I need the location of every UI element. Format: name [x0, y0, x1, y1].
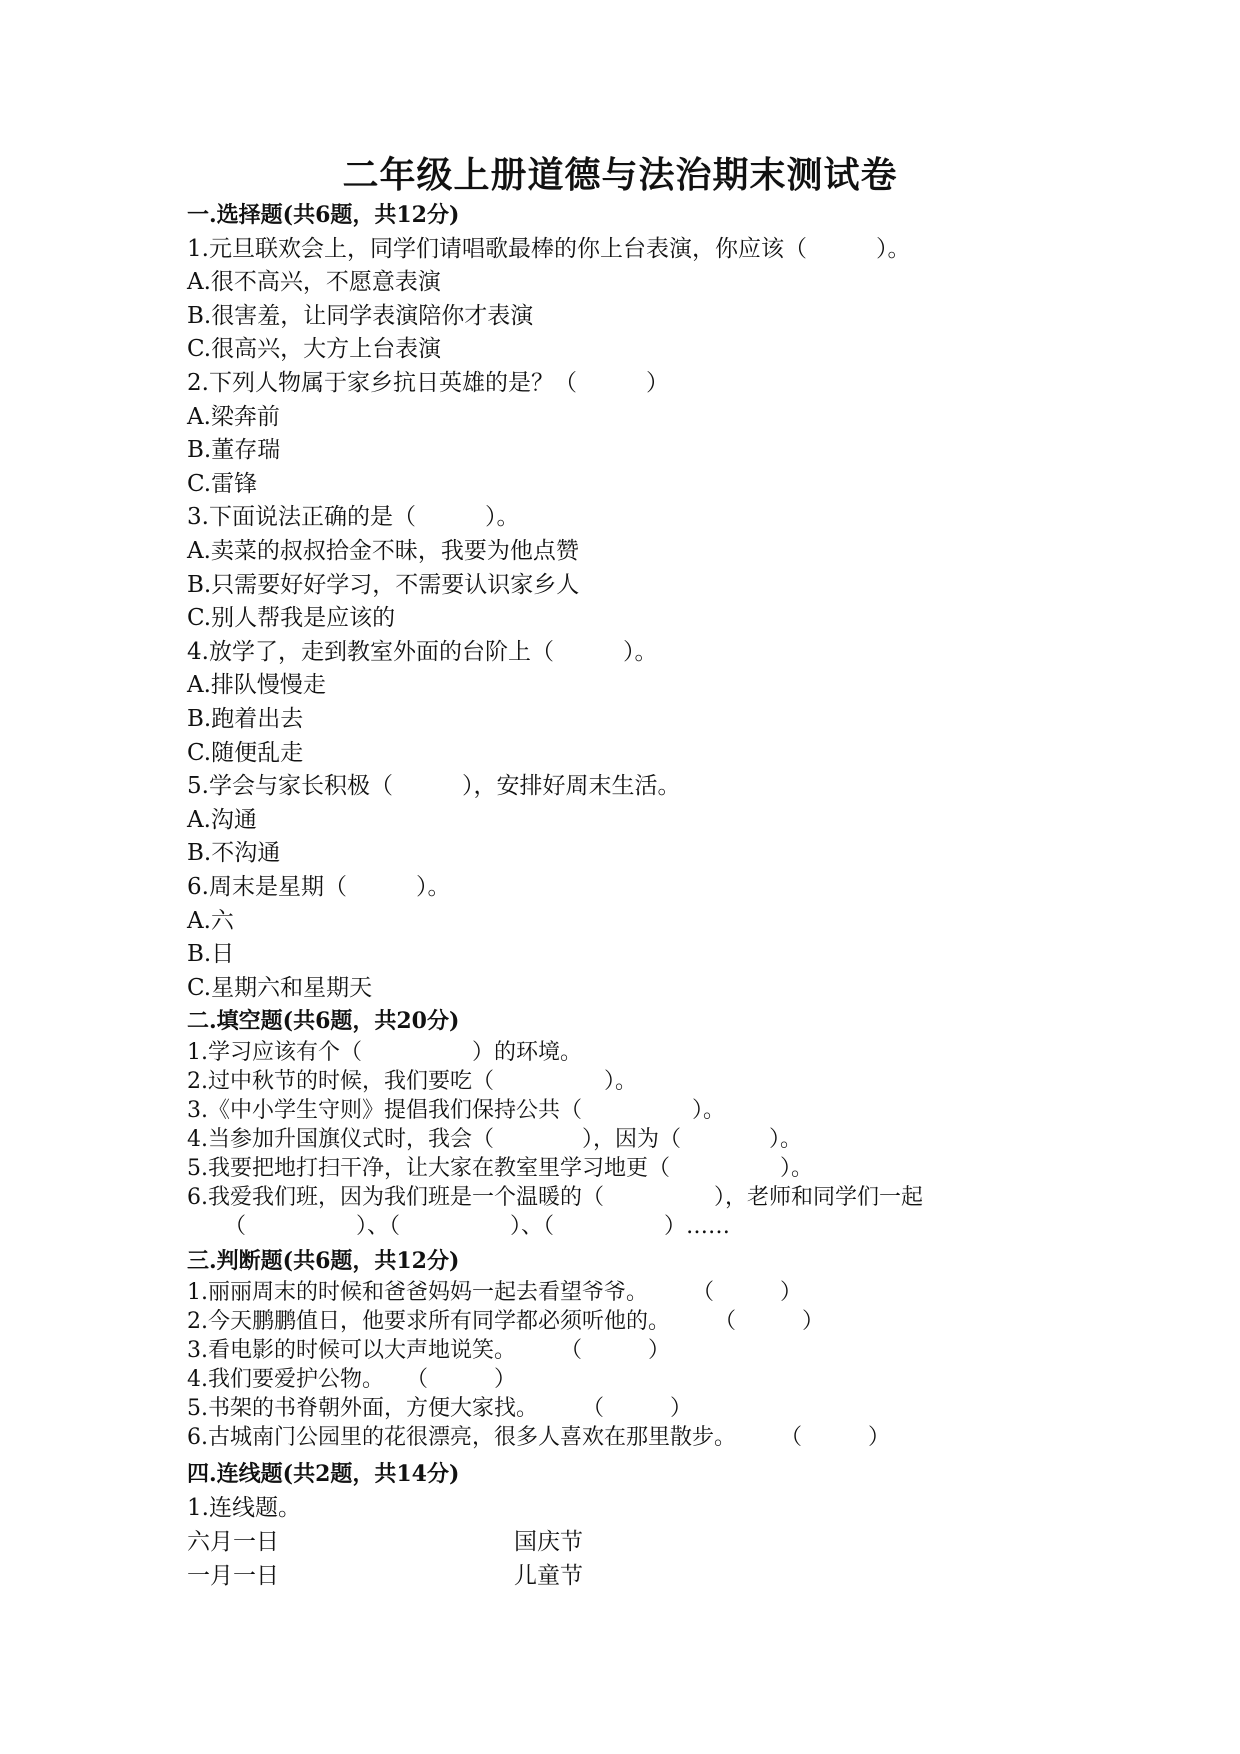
option-line: C.很高兴，大方上台表演 — [187, 336, 442, 362]
section-heading-judge: 三.判断题(共6题，共12分) — [187, 1248, 460, 1274]
question-line: 5.学会与家长积极（ ），安排好周末生活。 — [187, 773, 681, 799]
option-line: B.很害羞，让同学表演陪你才表演 — [187, 303, 534, 329]
option-line: A.卖菜的叔叔拾金不昧，我要为他点赞 — [187, 538, 579, 564]
question-line: 6.周末是星期（ ）。 — [187, 874, 451, 900]
section-heading-match: 四.连线题(共2题，共14分) — [187, 1461, 460, 1487]
question-line: 5.我要把地打扫干净，让大家在教室里学习地更（ ）。 — [187, 1156, 813, 1181]
question-line: 2.今天鹏鹏值日，他要求所有同学都必须听他的。 （ ） — [187, 1309, 824, 1334]
option-line: A.六 — [187, 908, 234, 934]
option-line: A.梁奔前 — [187, 404, 280, 430]
option-line: B.不沟通 — [187, 840, 281, 866]
option-line: C.别人帮我是应该的 — [187, 605, 396, 631]
option-line: B.董存瑞 — [187, 437, 281, 463]
question-line: 3.《中小学生守则》提倡我们保持公共（ ）。 — [187, 1098, 725, 1123]
page-title: 二年级上册道德与法治期末测试卷 — [342, 154, 898, 196]
option-line: C.星期六和星期天 — [187, 975, 373, 1001]
question-line: 1.学习应该有个（ ）的环境。 — [187, 1040, 582, 1065]
question-line: 1.元旦联欢会上，同学们请唱歌最棒的你上台表演，你应该（ ）。 — [187, 236, 911, 262]
match-left-item: 六月一日 — [187, 1529, 279, 1555]
match-row — [0, 1559, 1240, 1593]
question-line: 1.连线题。 — [187, 1495, 301, 1521]
option-line: A.排队慢慢走 — [187, 672, 326, 698]
question-line: 4.当参加升国旗仪式时，我会（ ），因为（ ）。 — [187, 1127, 802, 1152]
match-left-item: 一月一日 — [187, 1563, 279, 1589]
question-line: 4.放学了，走到教室外面的台阶上（ ）。 — [187, 639, 658, 665]
option-line: C.随便乱走 — [187, 740, 304, 766]
option-line: B.跑着出去 — [187, 706, 304, 732]
question-line: 2.下列人物属于家乡抗日英雄的是？（ ） — [187, 370, 669, 396]
option-line: A.很不高兴，不愿意表演 — [187, 269, 441, 295]
section-heading-choice: 一.选择题(共6题，共12分) — [187, 202, 460, 228]
option-line: B.日 — [187, 941, 235, 967]
question-line: 5.书架的书脊朝外面，方便大家找。 （ ） — [187, 1396, 692, 1421]
question-line: 4.我们要爱护公物。 （ ） — [187, 1367, 516, 1392]
match-right-item: 儿童节 — [514, 1563, 583, 1589]
option-line: B.只需要好好学习，不需要认识家乡人 — [187, 572, 580, 598]
match-row — [0, 1525, 1240, 1559]
question-line: 3.下面说法正确的是（ ）。 — [187, 504, 520, 530]
match-right-item: 国庆节 — [514, 1529, 583, 1555]
question-line: 6.我爱我们班，因为我们班是一个温暖的（ ），老师和同学们一起 — [187, 1185, 923, 1210]
question-line: 2.过中秋节的时候，我们要吃（ ）。 — [187, 1069, 637, 1094]
question-line: 6.古城南门公园里的花很漂亮，很多人喜欢在那里散步。 （ ） — [187, 1425, 890, 1450]
question-line: 1.丽丽周末的时候和爸爸妈妈一起去看望爷爷。 （ ） — [187, 1280, 802, 1305]
question-line-continued: （ ）、（ ）、（ ）…… — [224, 1214, 731, 1239]
question-line: 3.看电影的时候可以大声地说笑。 （ ） — [187, 1338, 670, 1363]
option-line: A.沟通 — [187, 807, 257, 833]
section-heading-fill: 二.填空题(共6题，共20分) — [187, 1008, 460, 1034]
option-line: C.雷锋 — [187, 471, 258, 497]
